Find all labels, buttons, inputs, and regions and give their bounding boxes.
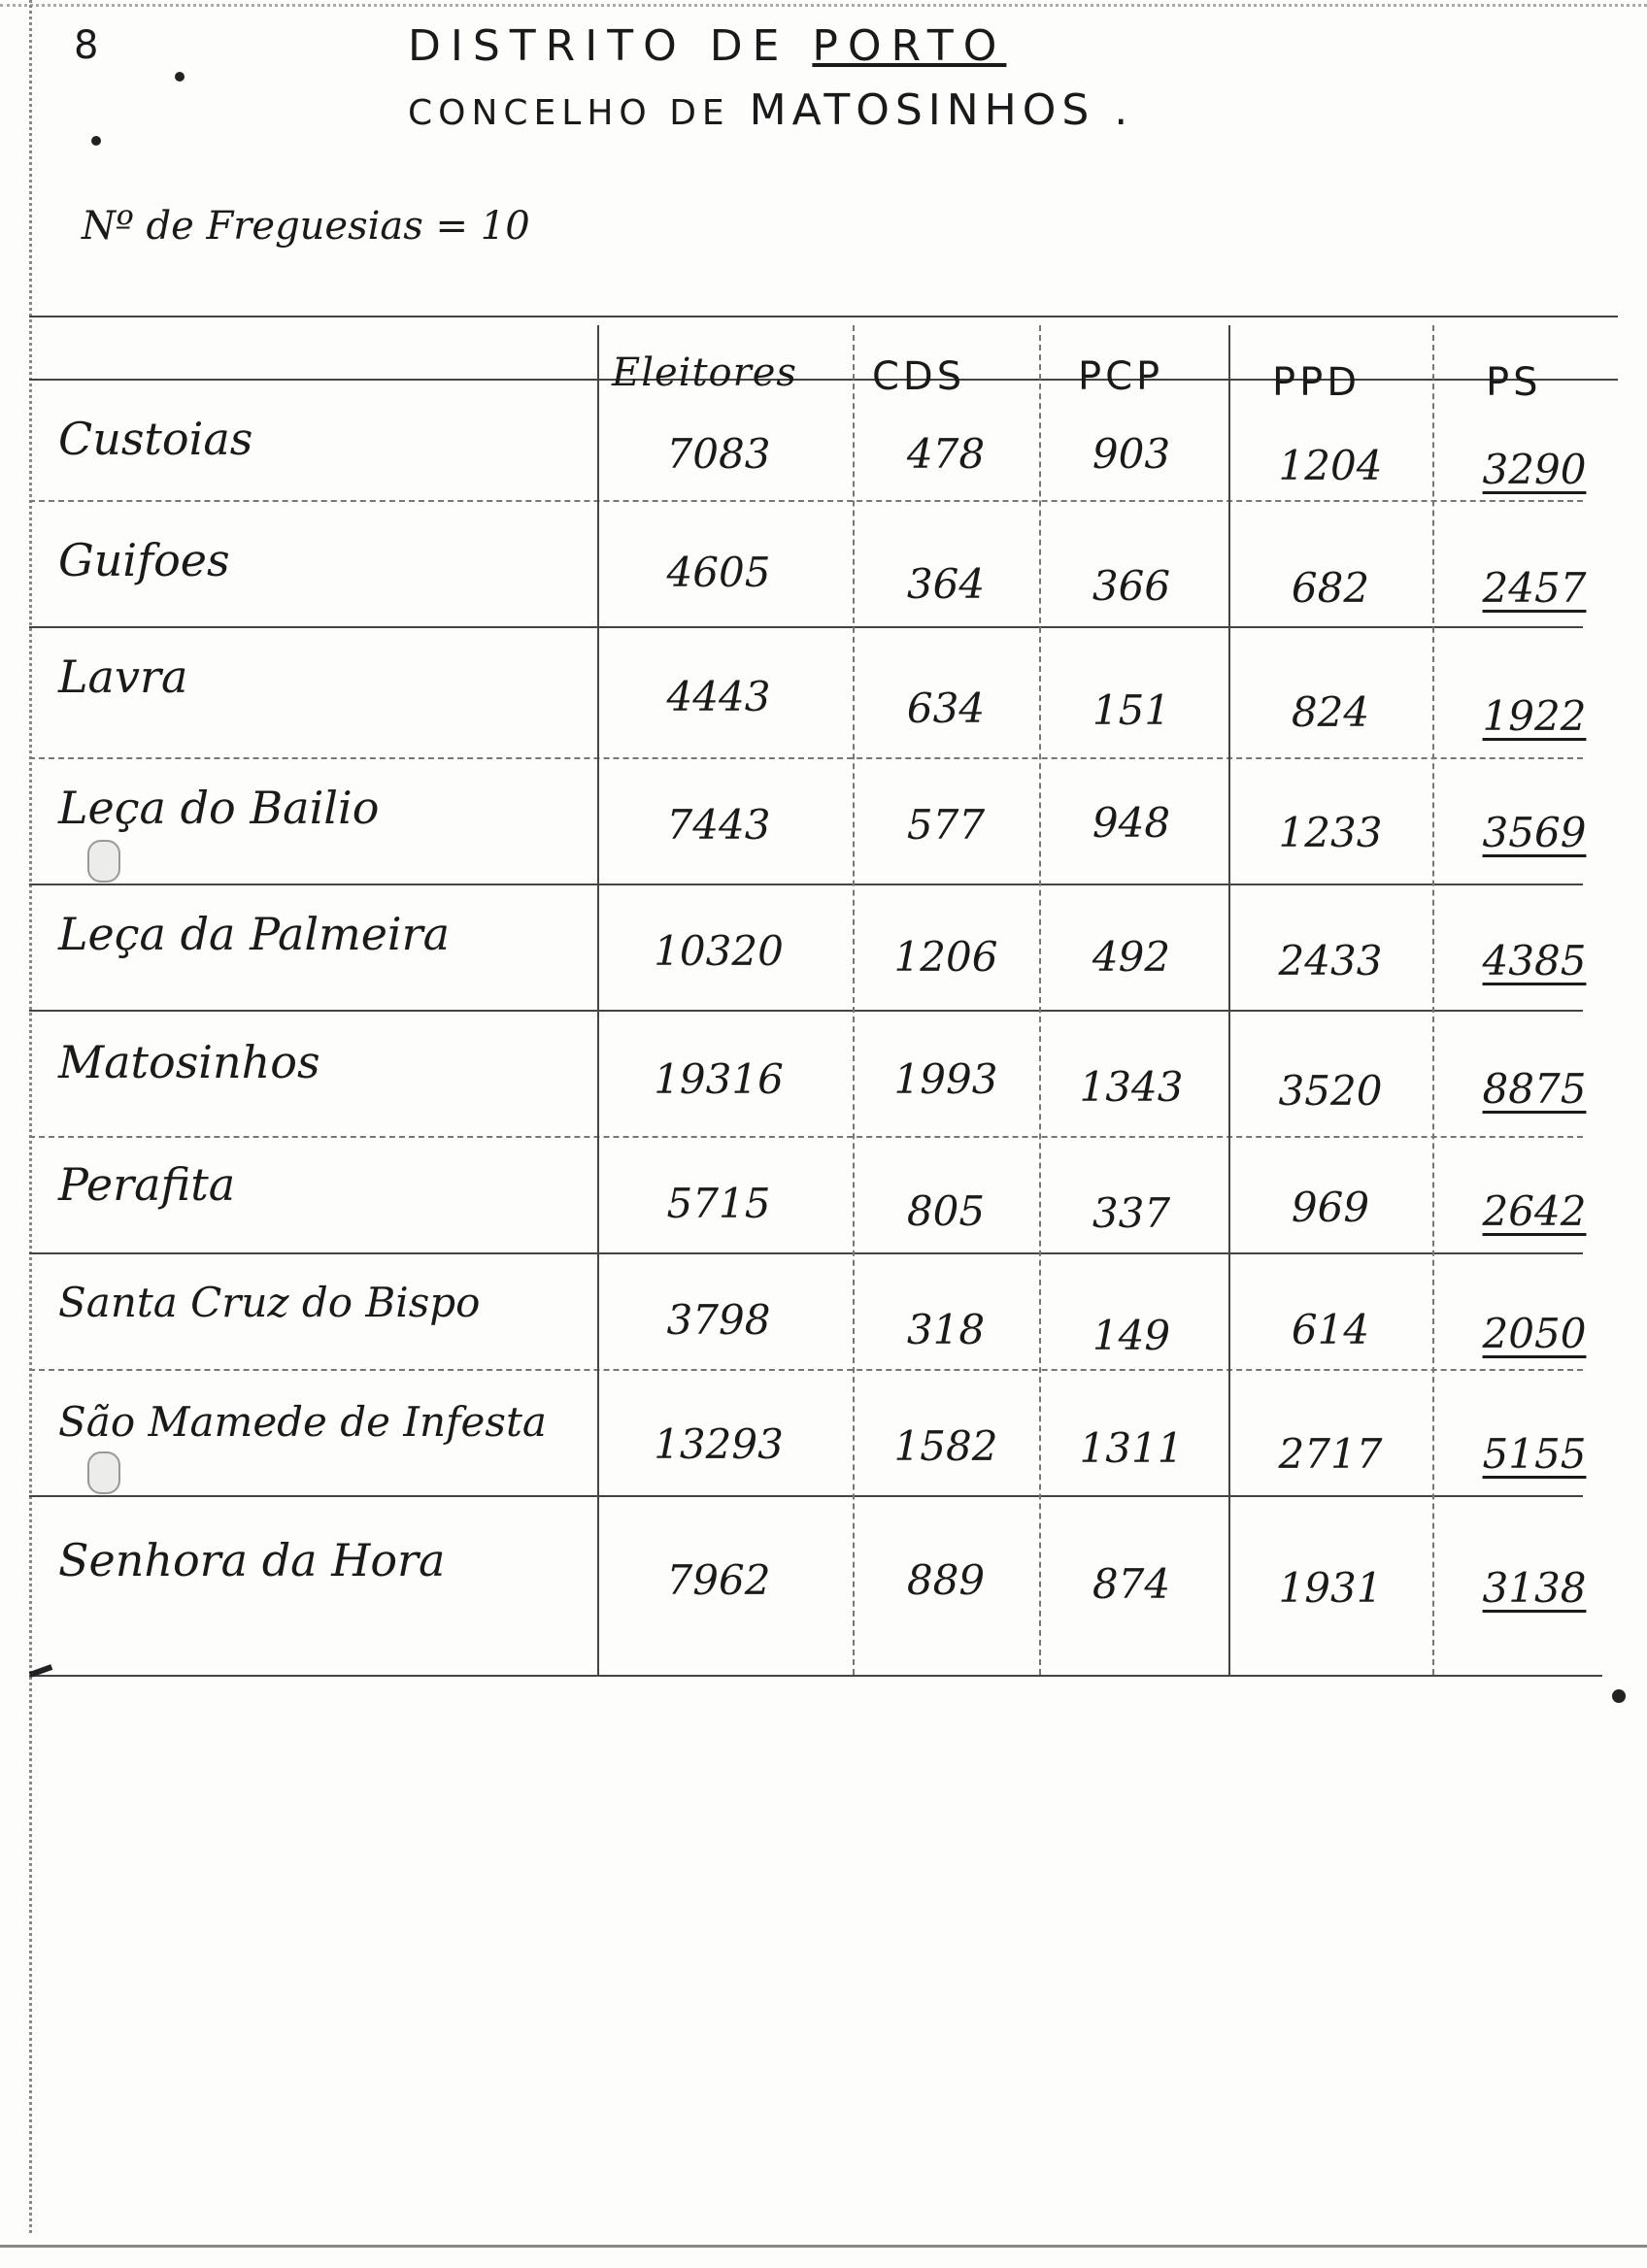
cell-cds: 634 [906,684,986,732]
cell-cds: 1206 [893,933,998,981]
cell-ppd: 2433 [1278,937,1383,984]
cell-eleitores: 5715 [666,1180,771,1227]
cell-ps: 2050 [1482,1310,1587,1357]
cell-pcp: 1343 [1079,1063,1184,1111]
cell-ps: 3569 [1482,809,1587,856]
cell-ppd: 1204 [1278,442,1383,489]
header-cds: CDS [872,354,966,399]
cell-pcp: 903 [1092,430,1171,478]
table-bottom-line [29,1675,1602,1677]
parish-name: Lavra [58,650,188,703]
cell-eleitores: 7443 [666,801,771,849]
cell-ppd: 824 [1291,688,1370,736]
cell-pcp: 151 [1092,686,1171,734]
cell-cds: 364 [906,560,986,608]
cell-ppd: 1931 [1278,1564,1383,1612]
row-divider [29,757,1583,759]
header-eleitores: Eleitores [612,350,797,395]
column-divider [597,325,599,1675]
page-number: 8 [74,23,99,68]
row-divider [29,626,1583,628]
cell-ps: 4385 [1482,937,1587,984]
cell-cds: 478 [906,430,986,478]
results-table [29,316,1618,1675]
concelho-title [408,85,1133,135]
column-divider [1432,325,1434,1675]
cell-cds: 805 [906,1187,986,1235]
column-divider [1228,325,1230,1675]
cell-ppd: 614 [1291,1306,1370,1353]
cell-ps: 3290 [1482,446,1587,493]
ink-dot [1612,1689,1626,1703]
column-divider [1039,325,1041,1675]
cell-pcp: 1311 [1079,1424,1184,1472]
cell-ppd: 682 [1291,564,1370,612]
table-top-line [29,316,1618,317]
parish-name: São Mamede de Infesta [58,1398,547,1446]
cell-cds: 318 [906,1306,986,1353]
district-prefix: DISTRITO DE [408,21,790,71]
row-divider [29,1495,1583,1497]
row-divider [29,500,1583,502]
header-ppd: PPD [1272,360,1361,405]
smudge-mark [87,840,120,883]
cell-pcp: 337 [1092,1189,1171,1237]
concelho-name: MATOSINHOS . [749,85,1134,135]
parish-name: Custoias [58,413,253,465]
cell-pcp: 366 [1092,562,1171,610]
cell-eleitores: 7083 [666,430,771,478]
cell-eleitores: 3798 [666,1296,771,1344]
district-name: PORTO [812,21,1007,71]
smudge-mark [87,1451,120,1494]
cell-ppd: 1233 [1278,809,1383,856]
row-divider [29,884,1583,885]
parish-name: Leça do Bailio [58,782,380,834]
header-ps: PS [1486,360,1542,405]
cell-pcp: 948 [1092,799,1171,847]
parish-name: Perafita [58,1158,236,1211]
parish-name: Santa Cruz do Bispo [58,1279,481,1326]
cell-ps: 2642 [1482,1187,1587,1235]
cell-pcp: 492 [1092,933,1171,981]
cell-cds: 1582 [893,1422,998,1470]
cell-ppd: 3520 [1278,1067,1383,1115]
cell-eleitores: 7962 [666,1556,771,1604]
concelho-prefix: CONCELHO DE [408,93,730,133]
table-line [29,379,1618,381]
cell-eleitores: 19316 [654,1055,784,1103]
cell-ps: 2457 [1482,564,1587,612]
top-edge-line [0,4,1647,7]
parish-name: Guifoes [58,534,230,586]
freguesias-count-note: Nº de Freguesias = 10 [82,204,530,249]
cell-cds: 889 [906,1556,986,1604]
cell-ps: 5155 [1482,1430,1587,1478]
column-divider [853,325,855,1675]
cell-eleitores: 10320 [654,927,784,975]
cell-eleitores: 13293 [654,1420,784,1468]
cell-eleitores: 4605 [666,549,771,596]
cell-ps: 3138 [1482,1564,1587,1612]
parish-name: Senhora da Hora [58,1534,446,1586]
row-divider [29,1369,1583,1371]
cell-pcp: 149 [1092,1312,1171,1359]
cell-ppd: 2717 [1278,1430,1383,1478]
ink-dot [175,72,185,82]
parish-name: Matosinhos [58,1036,320,1088]
cell-eleitores: 4443 [666,673,771,720]
cell-ps: 1922 [1482,692,1587,740]
row-divider [29,1136,1583,1138]
cell-cds: 577 [906,801,986,849]
row-divider [29,1252,1583,1254]
cell-pcp: 874 [1092,1560,1171,1608]
ink-dot [91,136,101,146]
row-divider [29,1010,1583,1012]
cell-ppd: 969 [1291,1184,1370,1231]
cell-cds: 1993 [893,1055,998,1103]
cell-ps: 8875 [1482,1065,1587,1113]
bottom-edge-line [0,2245,1647,2248]
header-pcp: PCP [1078,354,1164,399]
district-title [408,21,1006,71]
parish-name: Leça da Palmeira [58,908,451,960]
